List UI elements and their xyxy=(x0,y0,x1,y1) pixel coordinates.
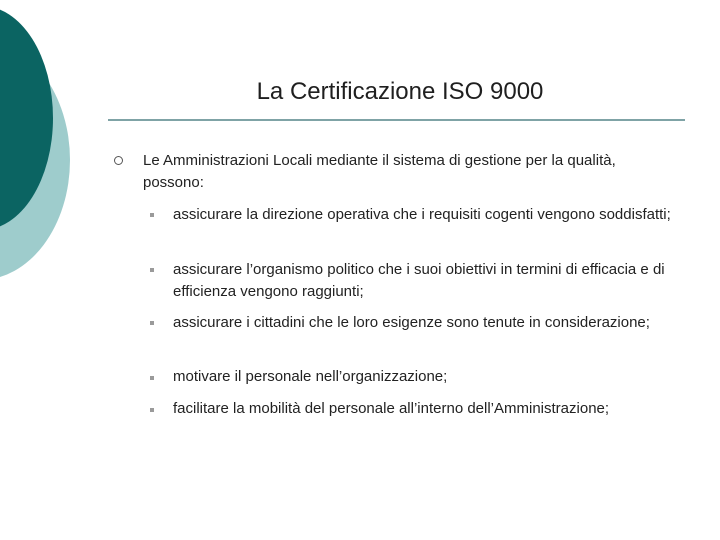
square-bullet-icon xyxy=(150,268,154,272)
square-bullet-icon xyxy=(150,213,154,217)
sub-bullet-text: facilitare la mobilità del personale all’interno dell’Amministrazione; xyxy=(173,400,610,417)
square-bullet-icon xyxy=(150,376,154,380)
square-bullet-icon xyxy=(150,408,154,412)
decorative-circles xyxy=(0,0,110,300)
hollow-circle-bullet-icon xyxy=(114,156,123,165)
sub-bullet-text: assicurare l’organismo politico che i suoi obiettivi in termini di efficacia e di efficienza vengono raggiunti; xyxy=(173,261,665,300)
sub-bullet-text: motivare il personale nell’organizzazione; xyxy=(173,368,448,385)
sub-bullet-text: assicurare i cittadini che le loro esigenze sono tenute in considerazione; xyxy=(173,314,650,331)
square-bullet-icon xyxy=(150,321,154,325)
title-divider xyxy=(108,119,685,121)
main-bullet-text: Le Amministrazioni Locali mediante il sistema di gestione per la qualità, possono: xyxy=(143,152,616,191)
slide-title: La Certificazione ISO 9000 xyxy=(256,78,544,105)
sub-bullet-text: assicurare la direzione operativa che i requisiti cogenti vengono soddisfatti; xyxy=(173,206,671,223)
